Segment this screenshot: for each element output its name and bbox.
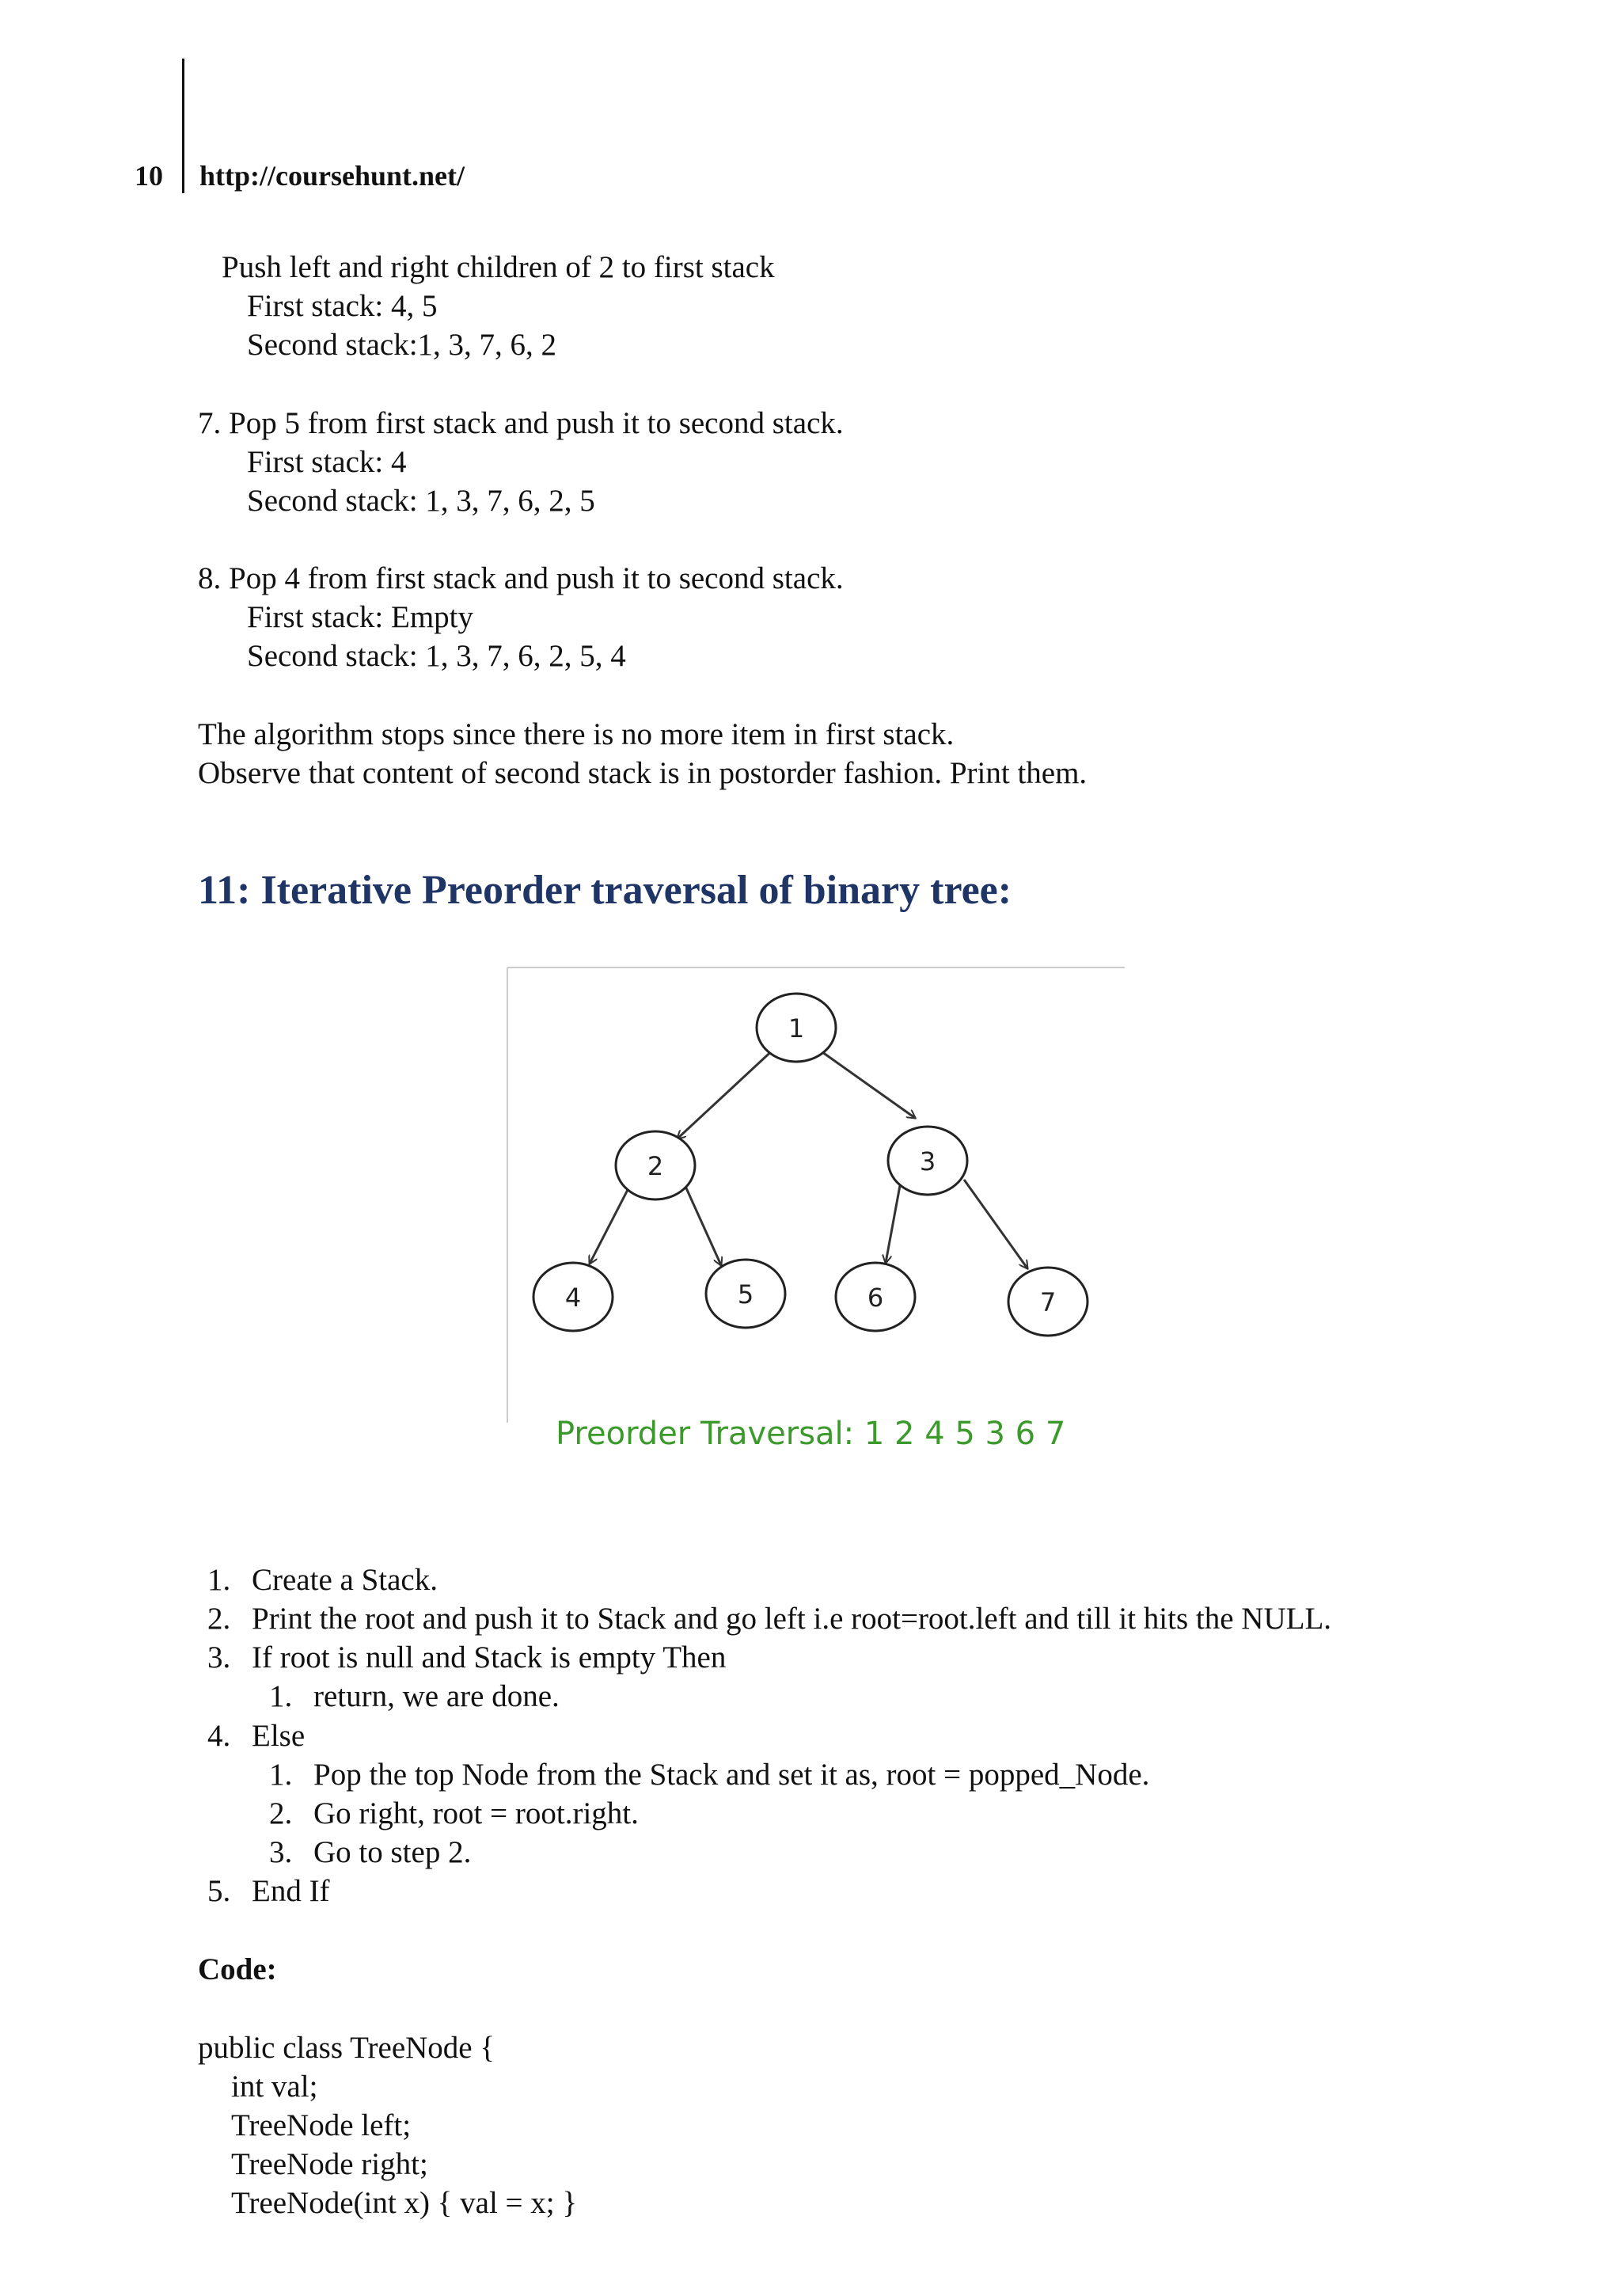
code-line-2: int val;	[231, 2070, 318, 2104]
code-line-4: TreeNode right;	[231, 2147, 428, 2181]
algo-item-3-1: 1. return, we are done.	[269, 1679, 560, 1713]
step-7: 7. Pop 5 from first stack and push it to second stack.	[198, 406, 844, 440]
step-7-second-stack: Second stack: 1, 3, 7, 6, 2, 5	[247, 484, 595, 518]
algo-item-3: 3. If root is null and Stack is empty Then	[207, 1640, 727, 1674]
tree-node-1	[757, 994, 836, 1062]
tree-node-5	[706, 1260, 785, 1328]
edge-2-4	[590, 1185, 630, 1264]
code-line-3: TreeNode left;	[231, 2108, 412, 2142]
binary-tree-diagram	[503, 960, 1129, 1466]
tree-node-7	[1008, 1268, 1088, 1336]
conclusion-line-1: The algorithm stops since there is no more item in first stack.	[198, 717, 955, 751]
section-title: 11: Iterative Preorder traversal of binary tree:	[198, 868, 1012, 913]
algo-item-1: 1. Create a Stack.	[207, 1563, 438, 1597]
tree-node-3	[888, 1127, 967, 1195]
header-rule	[182, 59, 184, 193]
page-number: 10	[135, 160, 163, 192]
edge-1-2	[678, 1047, 776, 1138]
step-8-first-stack: First stack: Empty	[247, 600, 473, 634]
svg-text:4: 4	[564, 1283, 582, 1313]
svg-text:5: 5	[737, 1279, 754, 1310]
conclusion-line-2: Observe that content of second stack is in postorder fashion. Print them.	[198, 756, 1088, 790]
code-label: Code:	[198, 1952, 277, 1986]
binary-tree-figure	[503, 960, 1129, 1466]
step-7-first-stack: First stack: 4	[247, 445, 407, 479]
intro-first-stack: First stack: 4, 5	[247, 289, 438, 323]
svg-text:7: 7	[1039, 1287, 1057, 1317]
algo-item-4-1: 1. Pop the top Node from the Stack and set it as, root = popped_Node.	[269, 1758, 1150, 1792]
algo-item-4: 4. Else	[207, 1719, 306, 1753]
figure-caption: Preorder Traversal: 1 2 4 5 3 6 7	[556, 1416, 1066, 1452]
tree-node-4	[533, 1263, 613, 1331]
edge-3-7	[964, 1180, 1027, 1268]
edge-1-3	[817, 1048, 915, 1118]
code-line-5: TreeNode(int x) { val = x; }	[231, 2186, 578, 2220]
edge-2-5	[684, 1183, 721, 1265]
tree-node-2	[616, 1131, 695, 1199]
tree-node-6	[836, 1263, 915, 1331]
svg-text:1: 1	[788, 1013, 805, 1043]
intro-second-stack: Second stack:1, 3, 7, 6, 2	[247, 328, 557, 362]
intro-line: Push left and right children of 2 to first stack	[222, 250, 775, 284]
svg-text:3: 3	[919, 1146, 936, 1177]
svg-text:6: 6	[867, 1283, 884, 1313]
header-url[interactable]: http://coursehunt.net/	[199, 160, 465, 192]
algo-item-5: 5. End If	[207, 1874, 330, 1908]
algo-item-4-3: 3. Go to step 2.	[269, 1835, 472, 1869]
svg-text:2: 2	[647, 1151, 664, 1181]
algo-item-2: 2. Print the root and push it to Stack and go left i.e root=root.left and till it hits the NULL.	[207, 1602, 1332, 1636]
edge-3-6	[886, 1181, 901, 1263]
code-line-1: public class TreeNode {	[198, 2031, 495, 2065]
algo-item-4-2: 2. Go right, root = root.right.	[269, 1796, 639, 1830]
step-8-second-stack: Second stack: 1, 3, 7, 6, 2, 5, 4	[247, 639, 626, 673]
step-8: 8. Pop 4 from first stack and push it to second stack.	[198, 561, 844, 595]
